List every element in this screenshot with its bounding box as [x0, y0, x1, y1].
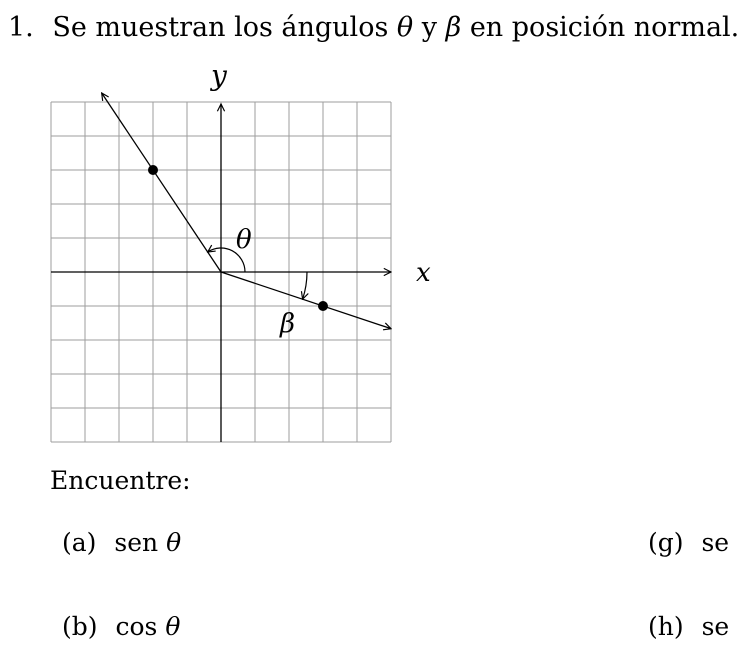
theta-label: θ	[236, 225, 252, 255]
find-prompt: Encuentre:	[50, 466, 191, 495]
exercise-item-g	[648, 528, 729, 557]
item-h-function: se	[701, 612, 730, 641]
problem-beta-symbol: β	[445, 12, 462, 43]
item-g-label: (g)	[648, 528, 684, 557]
item-a-label: (a)	[62, 528, 97, 557]
item-h-label: (h)	[648, 612, 684, 641]
exercise-item-h	[648, 612, 729, 641]
beta-label: β	[280, 309, 296, 339]
x-axis-label: x	[416, 258, 431, 288]
item-b-variable: θ	[165, 612, 181, 641]
exercise-item-a	[62, 528, 181, 557]
theta-terminal-ray	[102, 93, 221, 272]
item-a-function: sen	[114, 528, 159, 557]
beta-terminal-point	[318, 301, 328, 311]
problem-text-before: Se muestran los ángulos	[52, 12, 389, 43]
y-axis-label: y	[211, 59, 227, 92]
problem-number: 1.	[8, 12, 34, 43]
item-a-variable: θ	[166, 528, 182, 557]
problem-text-after: en posición normal.	[469, 12, 739, 43]
beta-angle-arc	[303, 272, 307, 299]
exercise-item-b	[62, 612, 180, 641]
problem-and: y	[421, 12, 438, 43]
item-b-function: cos	[115, 612, 158, 641]
theta-terminal-point	[148, 165, 158, 175]
item-g-function: se	[701, 528, 730, 557]
problem-theta-symbol: θ	[396, 12, 414, 43]
item-b-label: (b)	[62, 612, 98, 641]
